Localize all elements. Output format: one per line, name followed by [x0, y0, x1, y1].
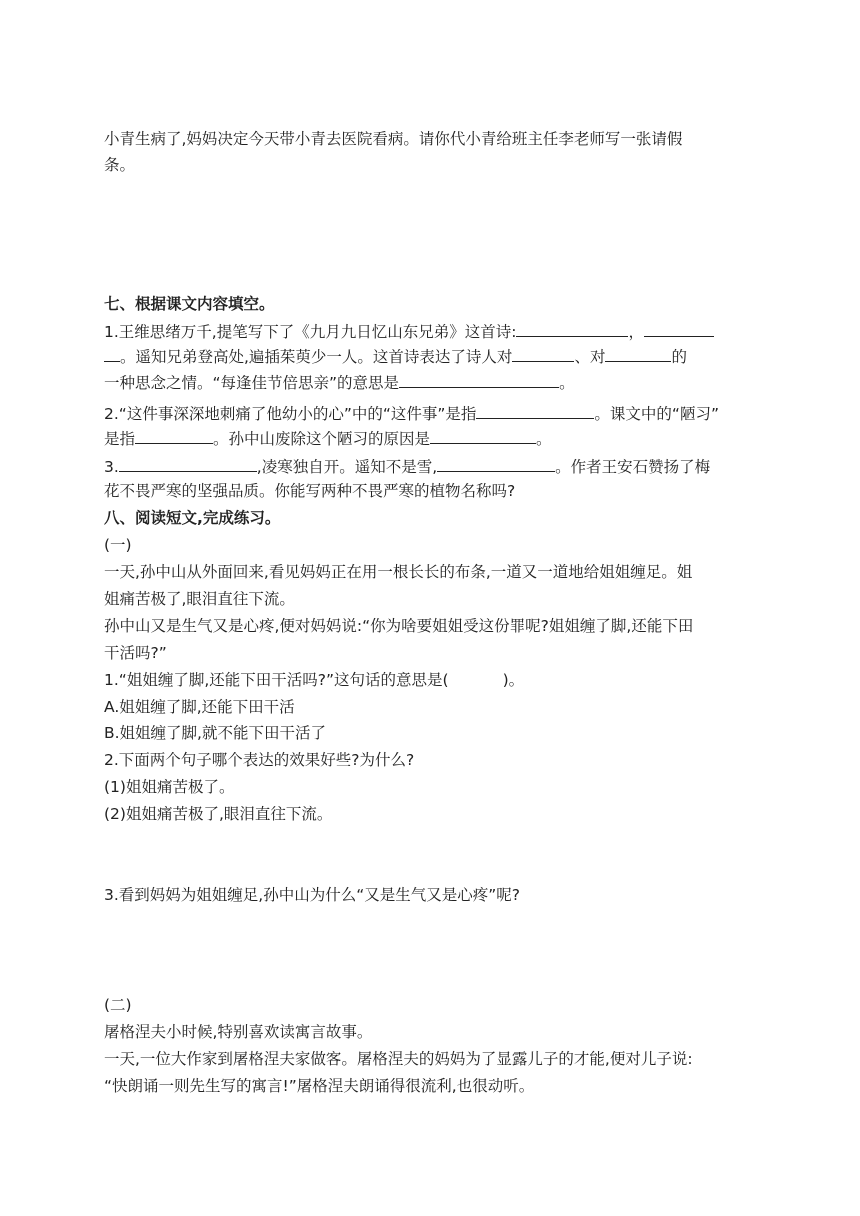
q1-text-f: 。 [559, 374, 575, 392]
part-1-question-2: 2.下面两个句子哪个表达的效果好些?为什么? [104, 751, 415, 769]
section-7-title: 七、根据课文内容填空。 [104, 295, 275, 313]
q3-line-2: 花不畏严寒的坚强品质。你能写两种不畏严寒的植物名称吗? [104, 482, 516, 500]
part-2-para-2-line-2: “快朗诵一则先生写的寓言!”屠格涅夫朗诵得很流利,也很动听。 [104, 1077, 535, 1095]
q1-text-d: 的 [671, 348, 687, 366]
q3-text-c: 。作者王安石赞扬了梅 [555, 458, 711, 476]
q1-text-e: 一种思念之情。“每逢佳节倍思亲”的意思是 [104, 374, 400, 392]
blank-q1-1[interactable] [516, 321, 628, 337]
blank-q2-2[interactable] [135, 428, 213, 444]
q1-line-3 [104, 372, 764, 393]
sentence-2: (2)姐姐痛苦极了,眼泪直往下流。 [104, 805, 333, 823]
part-2-label: (二) [104, 996, 132, 1014]
part-1-question-1 [104, 670, 764, 690]
q2-text-c: 是指 [104, 430, 136, 448]
q2-line-2 [104, 428, 764, 449]
part-1-question-3: 3.看到妈妈为姐姐缠足,孙中山为什么“又是生气又是心疼”呢? [104, 886, 521, 904]
blank-q2-3[interactable] [430, 428, 536, 444]
part-2-para-1: 屠格涅夫小时候,特别喜欢读寓言故事。 [104, 1023, 373, 1041]
q1-text-c: 、对 [574, 348, 606, 366]
q2-text-a: 2.“这件事深深地刺痛了他幼小的心”中的“这件事”是指 [104, 405, 477, 423]
q2-line-1 [104, 403, 764, 424]
sentence-1: (1)姐姐痛苦极了。 [104, 778, 235, 796]
part-1-para-1-line-1: 一天,孙中山从外面回来,看见妈妈正在用一根长长的布条,一道又一道地给姐姐缠足。姐 [104, 563, 693, 581]
q2-text-d: 。孙中山废除这个陋习的原因是 [213, 430, 431, 448]
intro-line-1: 小青生病了,妈妈决定今天带小青去医院看病。请你代小青给班主任李老师写一张请假 [104, 130, 683, 148]
blank-q1-4[interactable] [605, 346, 671, 362]
blank-q1-2[interactable] [644, 321, 714, 337]
part-1-label: (一) [104, 536, 132, 554]
blank-q2-1[interactable] [476, 403, 594, 419]
q3-text-b: ,凌寒独自开。遥知不是雪, [256, 458, 438, 476]
part-1-para-2-line-1: 孙中山又是生气又是心疼,便对妈妈说:“你为啥要姐姐受这份罪呢?姐姐缠了脚,还能下田 [104, 617, 694, 635]
q2-text-b: 。课文中的“陋习” [594, 405, 719, 423]
blank-q1-5[interactable] [399, 372, 559, 388]
q1-text-b: 。遥知兄弟登高处,遍插茱萸少一人。这首诗表达了诗人对 [120, 348, 513, 366]
section-8-title: 八、阅读短文,完成练习。 [104, 509, 281, 527]
blank-q3-1[interactable] [119, 456, 257, 472]
option-b: B.姐姐缠了脚,就不能下田干活了 [104, 724, 326, 742]
part-1-para-1-line-2: 姐痛苦极了,眼泪直往下流。 [104, 590, 295, 608]
q3-line-1 [104, 456, 764, 477]
intro-line-2: 条。 [104, 156, 136, 174]
blank-q1-3[interactable] [512, 346, 574, 362]
option-a: A.姐姐缠了脚,还能下田干活 [104, 698, 295, 716]
q1-comma: ， [628, 323, 644, 341]
q1-text-a: 1.王维思绪万千,提笔写下了《九月九日忆山东兄弟》这首诗: [104, 323, 517, 341]
part-2-para-2-line-1: 一天,一位大作家到屠格涅夫家做客。屠格涅夫的妈妈为了显露儿子的才能,便对儿子说: [104, 1050, 693, 1068]
q2-text-e: 。 [536, 430, 552, 448]
part-1-q1-end: )。 [502, 671, 525, 689]
blank-q1-2-cont[interactable] [104, 346, 120, 362]
part-1-q1-text: 1.“姐姐缠了脚,还能下田干活吗?”这句话的意思是( [104, 671, 449, 689]
part-1-para-2-line-2: 干活吗?” [104, 644, 167, 662]
blank-q3-2[interactable] [437, 456, 555, 472]
q1-line-1 [104, 321, 764, 342]
q1-line-2 [104, 346, 764, 367]
q3-text-a: 3. [104, 458, 119, 476]
